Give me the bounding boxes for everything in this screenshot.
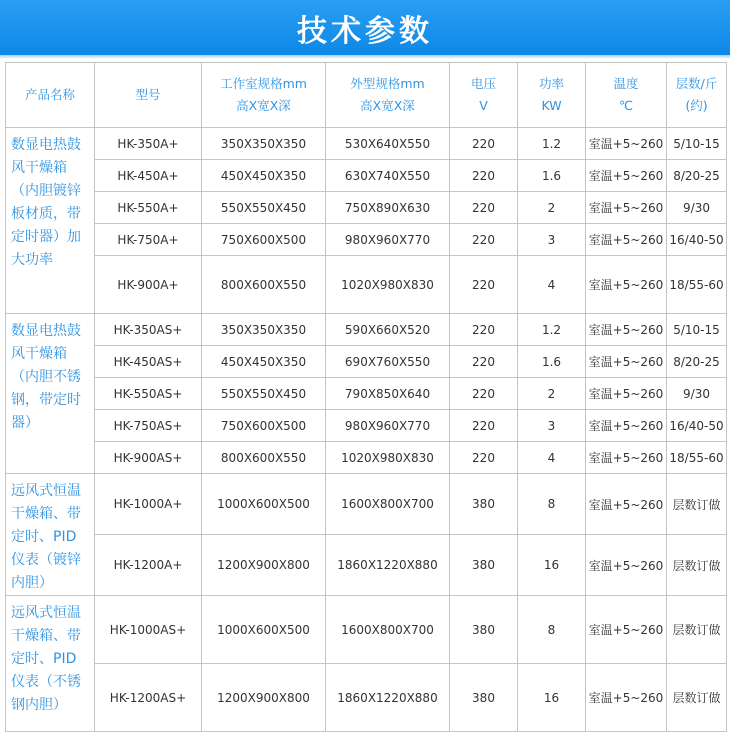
- outer-size-cell: 530X640X550: [326, 128, 450, 160]
- power-cell: 1.6: [518, 160, 586, 192]
- voltage-cell: 380: [450, 474, 518, 535]
- voltage-cell: 220: [450, 442, 518, 474]
- table-row: [6, 160, 727, 192]
- outer-size-cell: 1600X800X700: [326, 474, 450, 535]
- page-title: 技术参数: [297, 13, 433, 49]
- power-cell: 1.6: [518, 346, 586, 378]
- model-cell: HK-350AS+: [95, 314, 202, 346]
- table-row: [6, 664, 727, 732]
- layers-cell: 16/40-50: [667, 410, 727, 442]
- product-name: 远风式恒温干燥箱、带定时、PID仪表（不锈钢内胆）: [11, 605, 81, 713]
- voltage-cell: 220: [450, 256, 518, 314]
- layers-cell: 层数订做: [667, 596, 727, 664]
- temperature-cell: 室温+5~260: [586, 410, 667, 442]
- model-cell: HK-1000A+: [95, 474, 202, 535]
- product-name: 数显电热鼓风干燥箱（内胆镀锌板材质，带定时器）加大功率: [11, 137, 81, 268]
- temperature-cell: 室温+5~260: [586, 224, 667, 256]
- table-row: [6, 224, 727, 256]
- outer-size-cell: 980X960X770: [326, 224, 450, 256]
- outer-size-cell: 630X740X550: [326, 160, 450, 192]
- header-label: 功率: [538, 76, 564, 91]
- layers-cell: 8/20-25: [667, 346, 727, 378]
- product-name-cell: [6, 314, 95, 474]
- voltage-cell: 220: [450, 378, 518, 410]
- outer-size-cell: 1020X980X830: [326, 442, 450, 474]
- temperature-cell: 室温+5~260: [586, 192, 667, 224]
- voltage-cell: 220: [450, 128, 518, 160]
- table-row: [6, 535, 727, 596]
- spec-table: [5, 62, 727, 732]
- work-size-cell: 350X350X350: [202, 128, 326, 160]
- power-cell: 16: [518, 664, 586, 732]
- model-cell: HK-900AS+: [95, 442, 202, 474]
- table-row: [6, 410, 727, 442]
- header-label: 型号: [135, 87, 161, 102]
- model-cell: HK-550AS+: [95, 378, 202, 410]
- table-row: [6, 596, 727, 664]
- work-size-cell: 550X550X450: [202, 192, 326, 224]
- temperature-cell: 室温+5~260: [586, 442, 667, 474]
- voltage-cell: 380: [450, 535, 518, 596]
- outer-size-cell: 1020X980X830: [326, 256, 450, 314]
- header-sublabel: (约): [685, 98, 708, 113]
- power-cell: 16: [518, 535, 586, 596]
- voltage-cell: 380: [450, 664, 518, 732]
- voltage-cell: 220: [450, 160, 518, 192]
- temperature-cell: 室温+5~260: [586, 160, 667, 192]
- model-cell: HK-900A+: [95, 256, 202, 314]
- work-size-cell: 350X350X350: [202, 314, 326, 346]
- power-cell: 2: [518, 192, 586, 224]
- table-row: [6, 378, 727, 410]
- layers-cell: 9/30: [667, 378, 727, 410]
- model-cell: HK-450AS+: [95, 346, 202, 378]
- outer-size-cell: 1860X1220X880: [326, 664, 450, 732]
- power-cell: 8: [518, 596, 586, 664]
- voltage-cell: 220: [450, 192, 518, 224]
- header-label: 工作室规格mm: [220, 76, 307, 91]
- header-product-name: [6, 63, 95, 128]
- work-size-cell: 450X450X350: [202, 160, 326, 192]
- outer-size-cell: 690X760X550: [326, 346, 450, 378]
- outer-size-cell: 1600X800X700: [326, 596, 450, 664]
- work-size-cell: 800X600X550: [202, 256, 326, 314]
- product-name: 远风式恒温干燥箱、带定时、PID仪表（镀锌内胆）: [11, 483, 81, 591]
- temperature-cell: 室温+5~260: [586, 346, 667, 378]
- table-row: [6, 346, 727, 378]
- header-row: [6, 63, 727, 128]
- table-row: [6, 314, 727, 346]
- voltage-cell: 380: [450, 596, 518, 664]
- model-cell: HK-450A+: [95, 160, 202, 192]
- table-row: [6, 192, 727, 224]
- work-size-cell: 750X600X500: [202, 410, 326, 442]
- table-row: [6, 442, 727, 474]
- temperature-cell: 室温+5~260: [586, 474, 667, 535]
- work-size-cell: 1000X600X500: [202, 596, 326, 664]
- product-name-cell: [6, 128, 95, 314]
- power-cell: 1.2: [518, 128, 586, 160]
- layers-cell: 层数订做: [667, 474, 727, 535]
- layers-cell: 层数订做: [667, 535, 727, 596]
- header-sublabel: V: [479, 98, 488, 113]
- header-label: 产品名称: [24, 87, 75, 102]
- temperature-cell: 室温+5~260: [586, 256, 667, 314]
- table-row: [6, 474, 727, 535]
- model-cell: HK-750AS+: [95, 410, 202, 442]
- layers-cell: 层数订做: [667, 664, 727, 732]
- model-cell: HK-550A+: [95, 192, 202, 224]
- work-size-cell: 550X550X450: [202, 378, 326, 410]
- banner-shadow: [0, 55, 730, 59]
- header-label: 电压: [470, 76, 496, 91]
- layers-cell: 9/30: [667, 192, 727, 224]
- header-label: 温度: [613, 76, 639, 91]
- header-voltage: [450, 63, 518, 128]
- header-label: 层数/斤: [675, 76, 718, 91]
- power-cell: 8: [518, 474, 586, 535]
- product-name: 数显电热鼓风干燥箱（内胆不锈钢，带定时器）: [11, 323, 81, 431]
- work-size-cell: 450X450X350: [202, 346, 326, 378]
- voltage-cell: 220: [450, 346, 518, 378]
- header-sublabel: 高X宽X深: [360, 98, 415, 113]
- temperature-cell: 室温+5~260: [586, 314, 667, 346]
- product-name-cell: [6, 474, 95, 596]
- power-cell: 3: [518, 410, 586, 442]
- temperature-cell: 室温+5~260: [586, 378, 667, 410]
- layers-cell: 5/10-15: [667, 128, 727, 160]
- outer-size-cell: 1860X1220X880: [326, 535, 450, 596]
- voltage-cell: 220: [450, 314, 518, 346]
- voltage-cell: 220: [450, 224, 518, 256]
- temperature-cell: 室温+5~260: [586, 596, 667, 664]
- work-size-cell: 800X600X550: [202, 442, 326, 474]
- header-label: 外型规格mm: [350, 76, 425, 91]
- temperature-cell: 室温+5~260: [586, 535, 667, 596]
- outer-size-cell: 590X660X520: [326, 314, 450, 346]
- model-cell: HK-1200AS+: [95, 664, 202, 732]
- table-row: [6, 128, 727, 160]
- header-sublabel: ℃: [618, 98, 634, 113]
- layers-cell: 18/55-60: [667, 442, 727, 474]
- layers-cell: 8/20-25: [667, 160, 727, 192]
- header-layers: [667, 63, 727, 128]
- table-row: [6, 256, 727, 314]
- work-size-cell: 1200X900X800: [202, 664, 326, 732]
- product-name-cell: [6, 596, 95, 732]
- model-cell: HK-750A+: [95, 224, 202, 256]
- power-cell: 1.2: [518, 314, 586, 346]
- power-cell: 4: [518, 256, 586, 314]
- header-work-size: [202, 63, 326, 128]
- layers-cell: 16/40-50: [667, 224, 727, 256]
- header-sublabel: 高X宽X深: [236, 98, 291, 113]
- title-banner: [0, 0, 730, 55]
- power-cell: 2: [518, 378, 586, 410]
- work-size-cell: 1000X600X500: [202, 474, 326, 535]
- header-power: [518, 63, 586, 128]
- model-cell: HK-1200A+: [95, 535, 202, 596]
- outer-size-cell: 750X890X630: [326, 192, 450, 224]
- outer-size-cell: 980X960X770: [326, 410, 450, 442]
- header-sublabel: KW: [541, 98, 562, 113]
- layers-cell: 18/55-60: [667, 256, 727, 314]
- outer-size-cell: 790X850X640: [326, 378, 450, 410]
- work-size-cell: 750X600X500: [202, 224, 326, 256]
- header-temperature: [586, 63, 667, 128]
- work-size-cell: 1200X900X800: [202, 535, 326, 596]
- voltage-cell: 220: [450, 410, 518, 442]
- header-outer-size: [326, 63, 450, 128]
- header-model: [95, 63, 202, 128]
- temperature-cell: 室温+5~260: [586, 664, 667, 732]
- temperature-cell: 室温+5~260: [586, 128, 667, 160]
- model-cell: HK-350A+: [95, 128, 202, 160]
- model-cell: HK-1000AS+: [95, 596, 202, 664]
- power-cell: 3: [518, 224, 586, 256]
- layers-cell: 5/10-15: [667, 314, 727, 346]
- power-cell: 4: [518, 442, 586, 474]
